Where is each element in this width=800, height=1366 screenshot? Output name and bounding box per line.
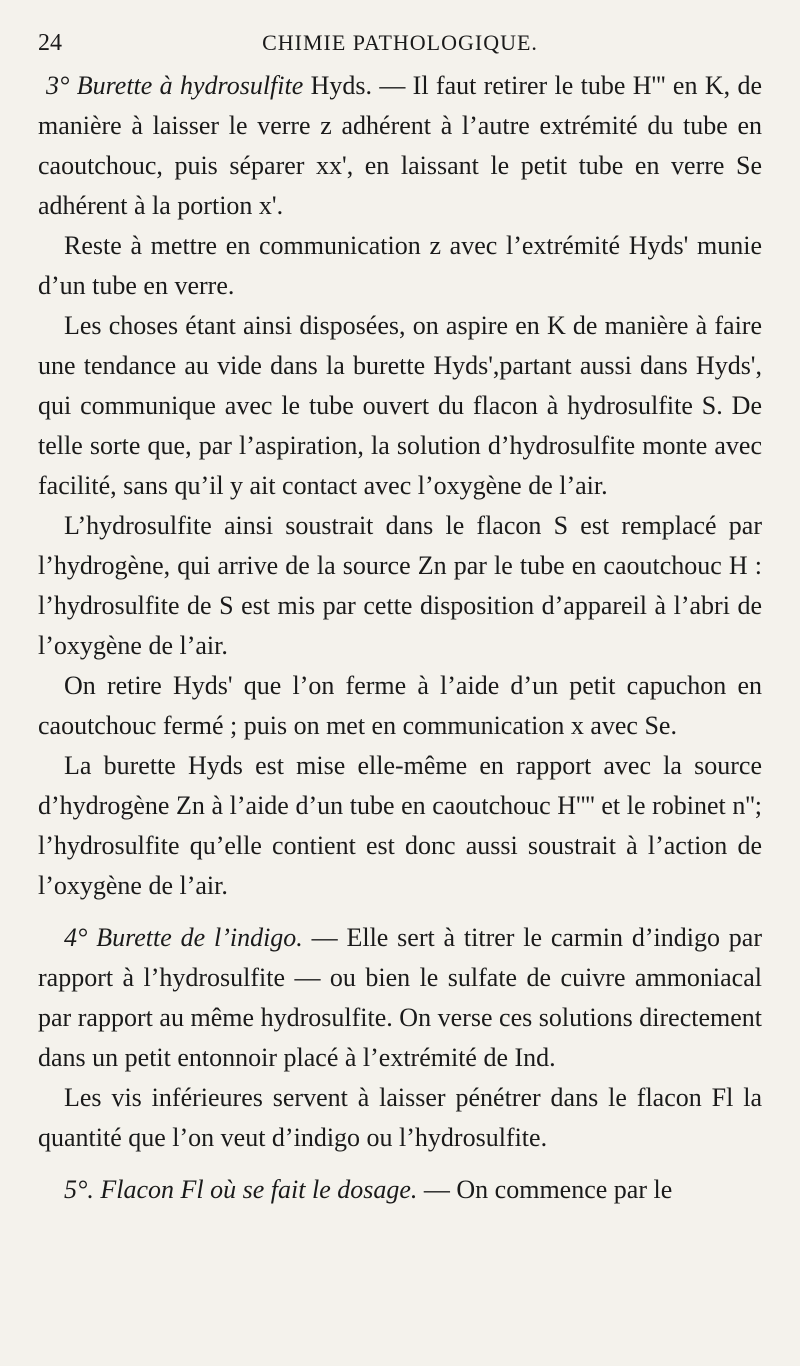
paragraph [38, 746, 762, 906]
paragraph-text: — Elle sert à titrer le carmin d’indigo par rapport à l’hydrosulfite — ou bien le sulfate de cuivre ammoniacal par rapport au même hydrosulfite. On verse ces solutions directement dans un petit entonnoir placé à l’extrémité de Ind. [38, 923, 762, 1072]
body-text [38, 66, 762, 1210]
running-title: CHIMIE PATHOLOGIQUE. [262, 30, 538, 55]
page-header [38, 30, 762, 66]
page-number: 24 [38, 30, 62, 56]
paragraph-text: Hyds. — Il faut retirer le tube H''' en K, de manière à laisser le verre z adhérent à l’autre extrémité du tube en caoutchouc, puis séparer xx', en laissant le petit tube en verre Se adhérent à la portion x'. [38, 71, 762, 220]
paragraph [38, 1078, 762, 1158]
paragraph-text: Les vis inférieures servent à laisser pénétrer dans le flacon Fl la quantité que l’on veut d’indigo ou l’hydrosulfite. [38, 1083, 762, 1152]
paragraph-text: On retire Hyds' que l’on ferme à l’aide d’un petit capuchon en caoutchouc fermé ; puis on met en communication x avec Se. [38, 671, 762, 740]
paragraph [38, 226, 762, 306]
paragraph-text: Les choses étant ainsi disposées, on aspire en K de manière à faire une tendance au vide dans la burette Hyds',partant aussi dans Hyds', qui communique avec le tube ouvert du flacon à hydrosulfite S. De telle sorte que, par l’aspiration, la solution d’hydrosulfite monte avec facilité, sans qu’il y ait contact avec l’oxygène de l’air. [38, 311, 762, 500]
paragraph [38, 306, 762, 506]
paragraph-burette-hydrosulfite [38, 66, 762, 226]
section-heading-3: 3° Burette à hydrosulfite [46, 71, 304, 100]
paragraph [38, 666, 762, 746]
paragraph-text: La burette Hyds est mise elle-même en rapport avec la source d’hydrogène Zn à l’aide d’un tube en caoutchouc H'''' et le robinet n''; l’hydrosulfite qu’elle contient est donc aussi soustrait à l’action de l’oxygène de l’air. [38, 751, 762, 900]
paragraph-text: — On commence par le [417, 1175, 673, 1204]
section-heading-5: 5°. Flacon Fl où se fait le dosage. [64, 1175, 418, 1204]
paragraph-text: L’hydrosulfite ainsi soustrait dans le flacon S est remplacé par l’hydrogène, qui arrive de la source Zn par le tube en caoutchouc H : l’hydrosulfite de S est mis par cette disposition d’appareil à l’abri de l’oxygène de l’air. [38, 511, 762, 660]
section-gap [38, 1158, 762, 1170]
paragraph-flacon-dosage [38, 1170, 762, 1210]
section-gap [38, 906, 762, 918]
section-heading-4: 4° Burette de l’indigo. [64, 923, 303, 952]
paragraph [38, 506, 762, 666]
paragraph-text: Reste à mettre en communication z avec l’extrémité Hyds' munie d’un tube en verre. [38, 231, 762, 300]
paragraph-burette-indigo [38, 918, 762, 1078]
